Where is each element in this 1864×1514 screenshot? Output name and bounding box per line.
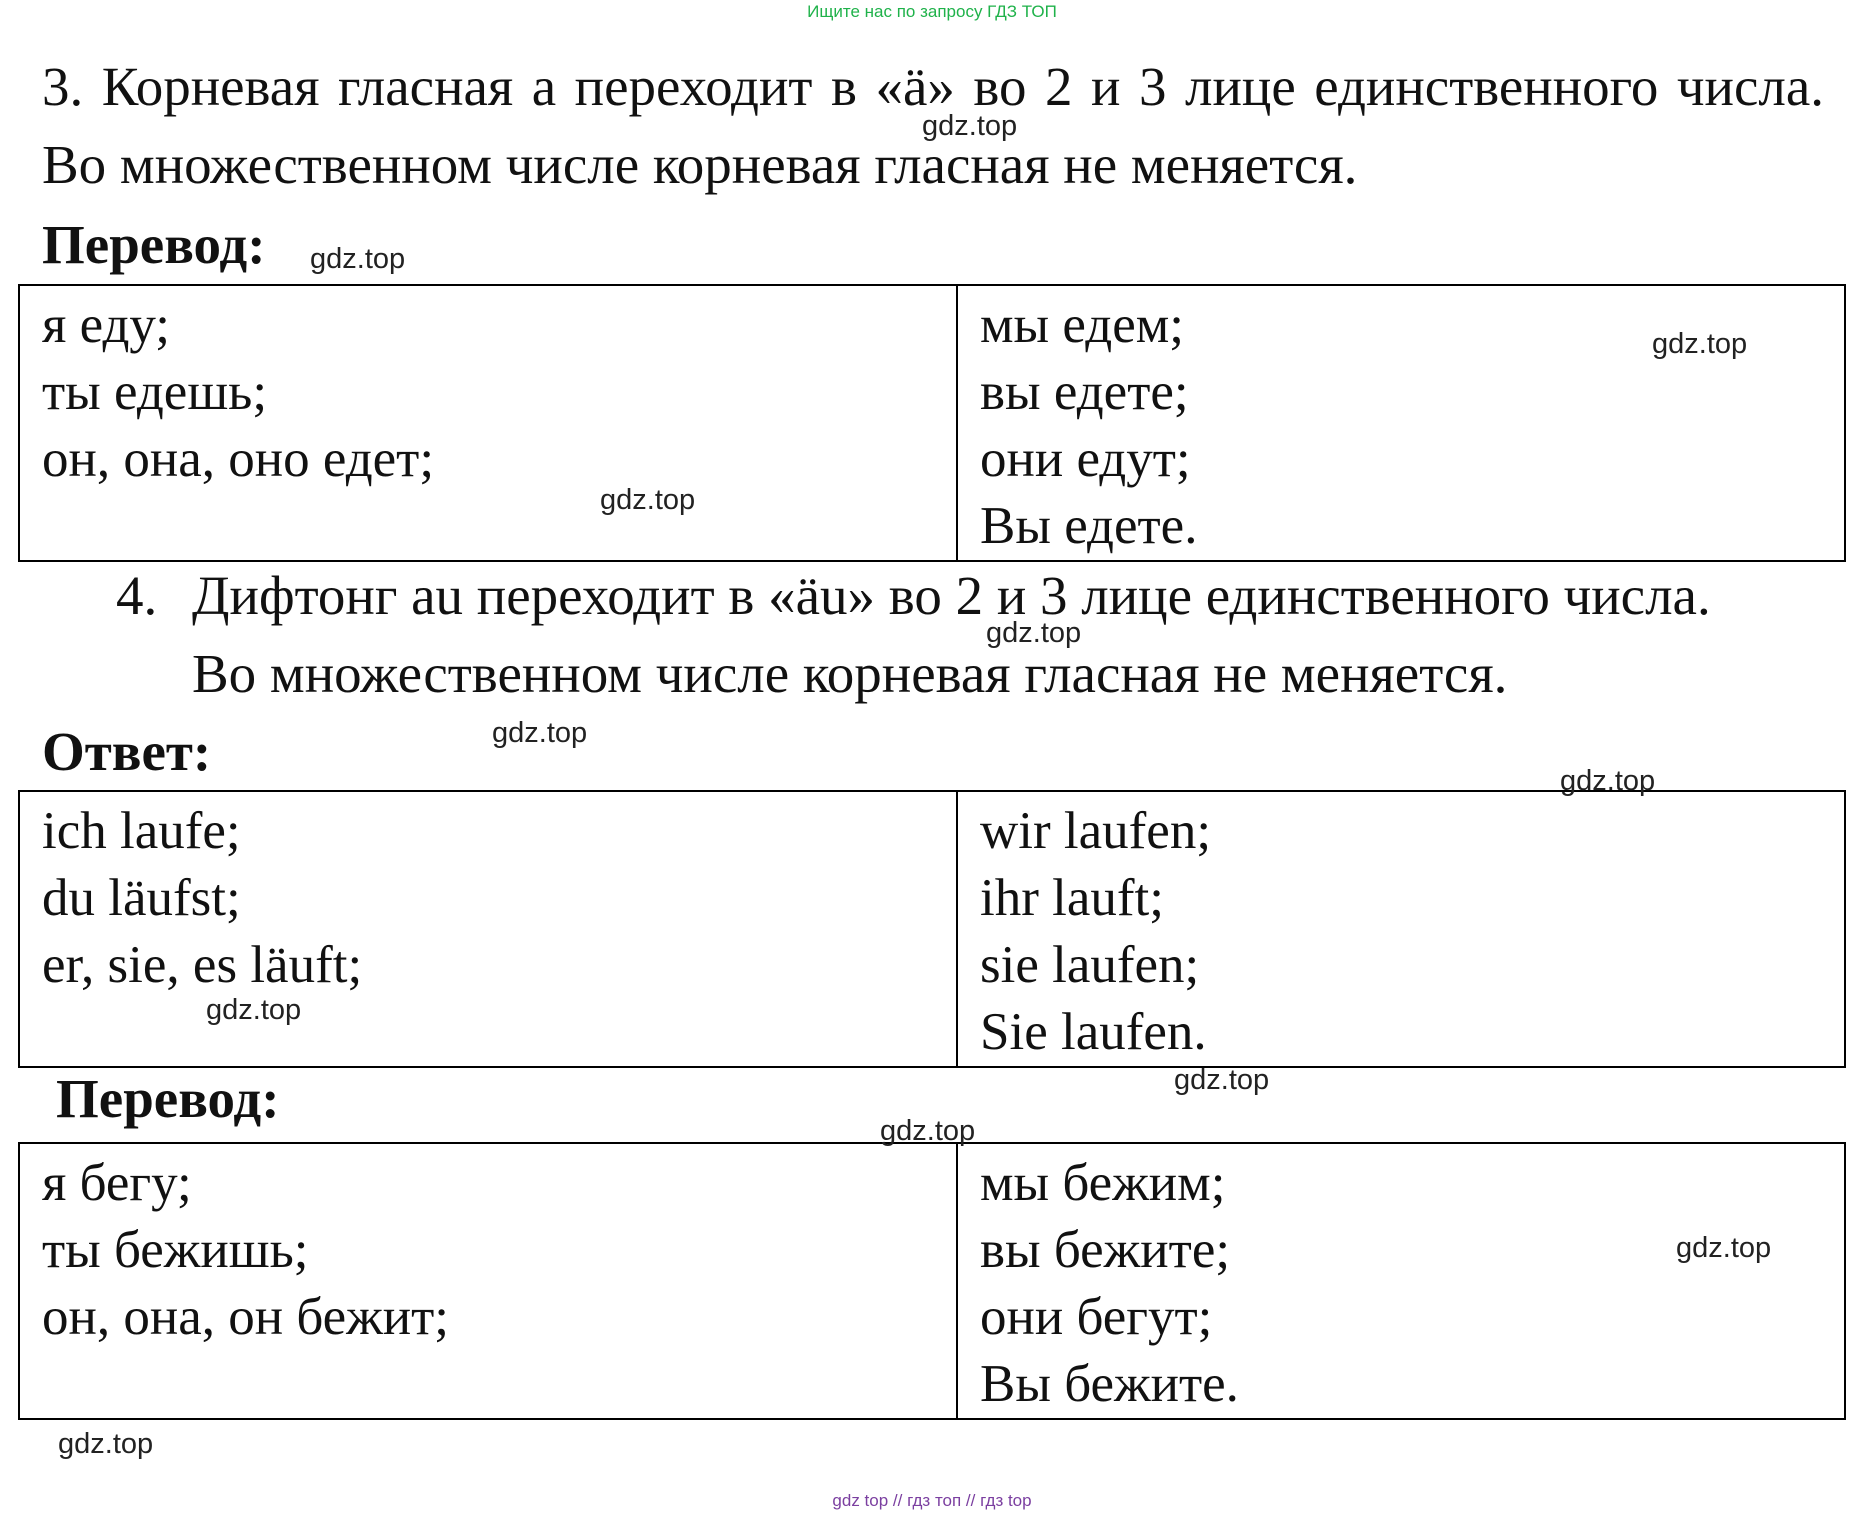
table3-left-cell — [19, 1143, 957, 1419]
table3-left-row: он, она, он бежит; — [42, 1288, 450, 1346]
item-4-line-2: Во множественном числе корневая гласная не меняется. — [192, 643, 1508, 704]
watermark-text: gdz.top — [1676, 1232, 1772, 1264]
watermark-text: gdz.top — [880, 1115, 976, 1147]
table2-left-row: du läufst; — [42, 869, 241, 927]
table3-left-row: ты бежишь; — [42, 1221, 309, 1279]
table2-right-cell — [957, 791, 1845, 1067]
watermark-text: gdz.top — [986, 617, 1082, 649]
table1-left-row: ты едешь; — [42, 363, 268, 421]
table1-left-row: он, она, оно едет; — [42, 430, 435, 488]
table2-right-row: Sie laufen. — [980, 1003, 1207, 1061]
table2-right-row: sie laufen; — [980, 936, 1200, 994]
watermark-text: gdz.top — [492, 717, 588, 749]
table3-right-cell — [957, 1143, 1845, 1419]
watermark-text: gdz.top — [310, 243, 406, 275]
table1-right-row: мы едем; — [980, 296, 1184, 354]
table3-right-row: они бегут; — [980, 1288, 1213, 1346]
table2-left-row: er, sie, es läuft; — [42, 936, 363, 994]
table3-right-row: вы бежите; — [980, 1221, 1231, 1279]
table2-left-row: ich laufe; — [42, 802, 241, 860]
table1-left-row: я еду; — [42, 296, 170, 354]
table2-left-cell — [19, 791, 957, 1067]
table1-left-cell — [19, 285, 957, 561]
watermark-text: gdz.top — [1174, 1064, 1270, 1096]
top-banner: Ищите нас по запросу ГДЗ ТОП — [807, 2, 1057, 21]
item-4-line-1: Дифтонг au переходит в «äu» во 2 и 3 лице единственного числа. — [192, 565, 1711, 626]
watermark-text: gdz.top — [600, 484, 696, 516]
heading-translation-1: Перевод: — [42, 214, 266, 275]
heading-translation-2: Перевод: — [56, 1068, 280, 1129]
table3-right-row: Вы бежите. — [980, 1355, 1239, 1413]
table2-right-row: ihr lauft; — [980, 869, 1164, 927]
watermark-text: gdz.top — [1652, 328, 1748, 360]
heading-answer: Ответ: — [42, 721, 212, 782]
table1-right-row: они едут; — [980, 430, 1191, 488]
watermark-text: gdz.top — [58, 1428, 154, 1460]
item-4-number: 4. — [116, 565, 158, 626]
translation-table-2 — [18, 1142, 1846, 1420]
watermark-text: gdz.top — [1560, 765, 1656, 797]
table1-right-row: Вы едете. — [980, 497, 1198, 555]
table1-right-cell — [957, 285, 1845, 561]
translation-table-1 — [18, 284, 1846, 562]
item-3-paragraph: 3. Корневая гласная а переходит в «ä» во 2 и 3 лице единственного числа. Во множественном числе корневая гласная не меняется. — [42, 56, 1824, 195]
table2-right-row: wir laufen; — [980, 802, 1212, 860]
table1-right-row: вы едете; — [980, 363, 1189, 421]
bottom-banner: gdz top // гдз топ // гдз top — [832, 1491, 1032, 1510]
table3-right-row: мы бежим; — [980, 1154, 1226, 1212]
watermark-text: gdz.top — [206, 994, 302, 1026]
watermark-text: gdz.top — [922, 110, 1018, 142]
table3-left-row: я бегу; — [42, 1154, 192, 1212]
